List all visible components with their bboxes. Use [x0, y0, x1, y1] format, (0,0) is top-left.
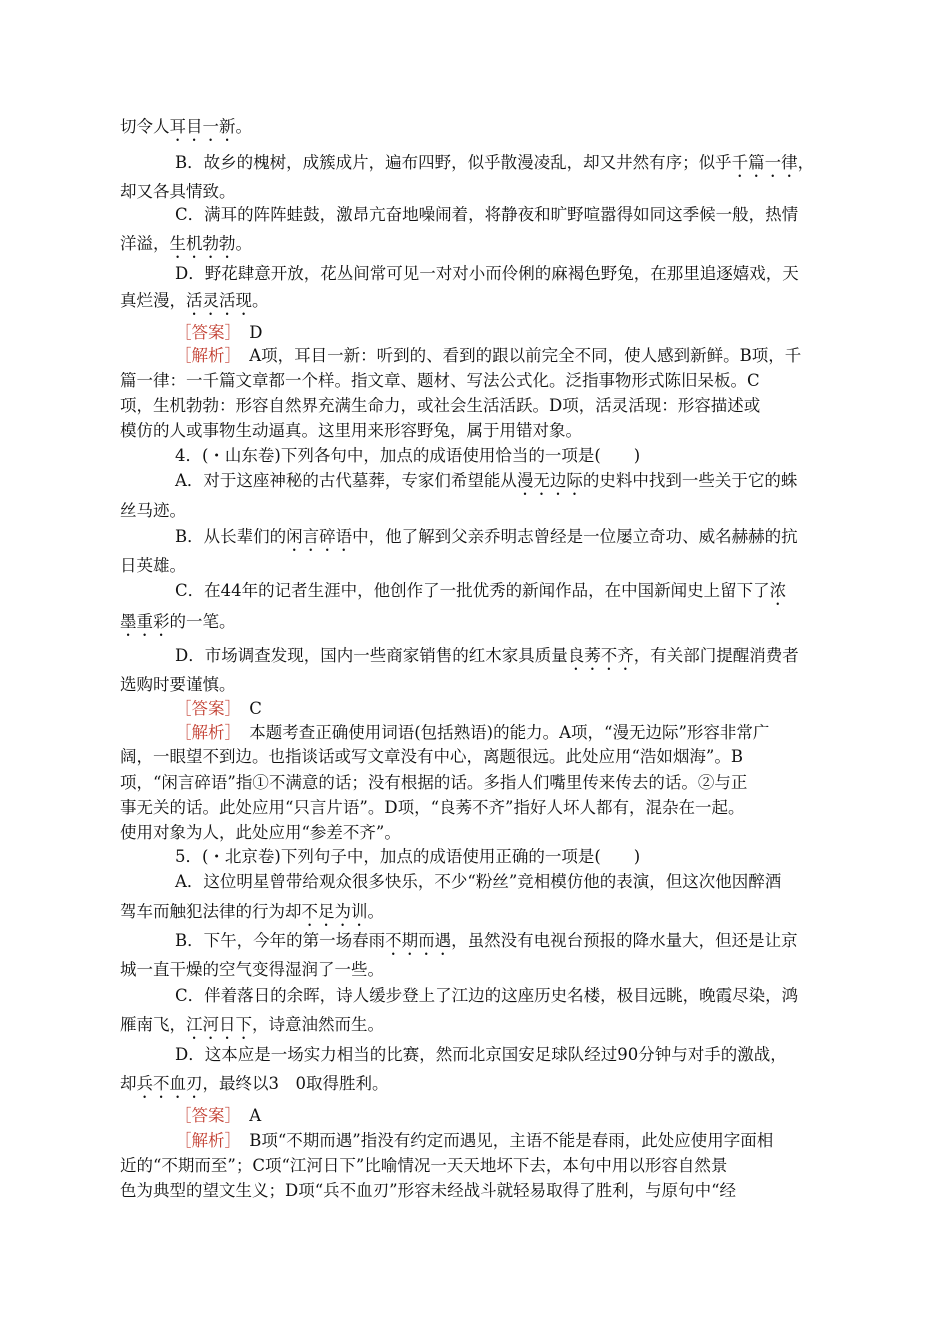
dotted-idiom: 耳目一新: [169, 117, 236, 136]
text-segment: ，虽然没有电视台预报的降水量大，但还是让京: [451, 931, 798, 950]
text-segment: 5．(・北京卷)下列句子中，加点的成语使用正确的一项是( ): [175, 847, 641, 866]
dotted-idiom: 活灵活现: [186, 291, 252, 310]
text-segment: D．市场调查发现，国内一些商家销售的红木家具质量: [175, 646, 568, 665]
label-tag: ［答案］: [175, 1106, 233, 1125]
text-segment: 却又各具情致。: [120, 182, 236, 201]
text-line: [120, 500, 186, 522]
text-segment: ，最终以3 0取得胜利。: [202, 1074, 389, 1093]
text-line: [120, 233, 252, 262]
text-line: [120, 674, 236, 696]
dotted-idiom: 漫无边际: [516, 471, 583, 490]
text-line: [175, 345, 801, 367]
text-line: [175, 322, 262, 344]
label-tag: ［解析］: [175, 1131, 233, 1150]
text-line: [175, 580, 786, 609]
text-line: [175, 698, 262, 720]
text-segment: 城一直干燥的空气变得湿润了一些。: [120, 960, 384, 979]
text-line: [175, 1044, 787, 1066]
dotted-idiom: 良莠不齐: [567, 646, 634, 665]
text-segment: 丝马迹。: [120, 501, 186, 520]
text-line: [175, 930, 798, 959]
text-segment: 。: [235, 117, 252, 136]
text-segment: 的一笔。: [169, 612, 236, 631]
text-segment: 却: [120, 1074, 137, 1093]
text-line: [175, 871, 781, 893]
text-segment: 篇一律：一千篇文章都一个样。指文章、题材、写法公式化。泛指事物形式陈旧呆板。C: [120, 371, 760, 390]
text-line: [175, 526, 798, 555]
text-line: [120, 797, 744, 819]
text-segment: ，: [797, 153, 815, 172]
label-tag: ［答案］: [175, 323, 233, 342]
text-segment: 色为典型的望文生义；D项“兵不血刃”形容未经战斗就轻易取得了胜利，与原句中“经: [120, 1181, 737, 1200]
dotted-idiom: 兵不血刃: [136, 1074, 203, 1093]
text-segment: C．在44年的记者生涯中，他创作了一批优秀的新闻作品，在中国新闻史上留下了: [175, 581, 770, 600]
text-segment: ，诗意油然而生。: [252, 1015, 384, 1034]
text-segment: 日英雄。: [120, 556, 186, 575]
text-segment: 选购时要谨慎。: [120, 675, 236, 694]
text-segment: A．这位明星曾带给观众很多快乐，不少“粉丝”竞相模仿他的表演，但这次他因醉酒: [175, 872, 782, 891]
dotted-idiom: 江河日下: [186, 1015, 252, 1034]
text-segment: 中，他了解到父亲乔明志曾经是一位屡立奇功、威名赫赫的抗: [352, 527, 798, 546]
dotted-idiom: 不期而遇: [385, 931, 452, 950]
text-line: [120, 959, 384, 981]
text-segment: A．对于这座神秘的古代墓葬，专家们希望能从: [175, 471, 517, 490]
text-segment: B．从长辈们的: [175, 527, 287, 546]
dotted-idiom: 墨重彩: [120, 612, 170, 631]
label-tag: ［答案］: [175, 699, 233, 718]
text-line: [120, 1073, 389, 1102]
text-segment: 项，生机勃勃：形容自然界充满生命力，或社会生活活跃。D项，活灵活现：形容描述或: [120, 396, 761, 415]
text-segment: 事无关的话。此处应用“只言片语”。D项，“良莠不齐”指好人坏人都有，混杂在一起。: [120, 798, 745, 817]
text-line: [175, 722, 769, 744]
text-line: [120, 901, 384, 930]
text-segment: ，有关部门提醒消费者: [633, 646, 799, 665]
text-line: [120, 290, 269, 319]
dotted-idiom: 生机勃勃: [169, 234, 236, 253]
dotted-idiom: 千篇一律: [731, 153, 798, 172]
text-line: [120, 370, 760, 392]
text-segment: D: [232, 323, 263, 342]
text-segment: A项，耳目一新：听到的、看到的跟以前完全不同，使人感到新鲜。B项，千: [232, 346, 802, 365]
text-line: [175, 846, 640, 868]
text-line: [120, 395, 760, 417]
text-line: [175, 152, 814, 181]
text-segment: 。: [252, 291, 269, 310]
text-segment: 模仿的人或事物生动逼真。这里用来形容野兔，属于用错对象。: [120, 421, 582, 440]
text-segment: 真烂漫，: [120, 291, 186, 310]
dotted-idiom: 闲言碎语: [286, 527, 353, 546]
text-segment: 4．(・山东卷)下列各句中，加点的成语使用恰当的一项是( ): [175, 446, 641, 465]
text-segment: A: [232, 1106, 262, 1125]
text-line: [120, 420, 582, 442]
text-line: [120, 555, 186, 577]
text-line: [120, 611, 236, 640]
text-segment: C．满耳的阵阵蛙鼓，激昂亢奋地噪闹着，将静夜和旷野喧嚣得如同这季候一般，热情: [175, 205, 799, 224]
text-segment: B．故乡的槐树，成簇成片，遍布四野，似乎散漫凌乱，却又井然有序；似乎: [175, 153, 732, 172]
text-line: [120, 1014, 384, 1043]
text-line: [120, 746, 743, 768]
text-line: [175, 263, 799, 285]
text-segment: 使用对象为人，此处应用“参差不齐”。: [120, 823, 401, 842]
text-segment: C: [232, 699, 262, 718]
text-segment: 阔，一眼望不到边。也指谈话或写文章没有中心，离题很远。此处应用“浩如烟海”。B: [120, 747, 743, 766]
text-segment: C．伴着落日的余晖，诗人缓步登上了江边的这座历史名楼，极目远眺，晚霞尽染，鸿: [175, 986, 799, 1005]
text-line: [120, 181, 236, 203]
text-segment: 。: [235, 234, 252, 253]
text-segment: 驾车而触犯法律的行为却: [120, 902, 302, 921]
text-segment: 雁南飞，: [120, 1015, 186, 1034]
text-segment: 。: [367, 902, 384, 921]
text-segment: 切令人: [120, 117, 170, 136]
text-line: [175, 470, 797, 499]
dotted-idiom: 浓: [769, 581, 787, 600]
dotted-idiom: 不足为训: [301, 902, 368, 921]
text-segment: B．下午，今年的第一场春雨: [175, 931, 386, 950]
text-line: [175, 1105, 261, 1127]
text-line: [120, 1155, 727, 1177]
text-line: [175, 645, 799, 674]
text-line: [175, 1130, 773, 1152]
label-tag: ［解析］: [175, 723, 233, 742]
text-line: [175, 985, 798, 1007]
label-tag: ［解析］: [175, 346, 233, 365]
text-segment: 项，“闲言碎语”指①不满意的话；没有根据的话。多指人们嘴里传来传去的话。②与正: [120, 773, 748, 792]
text-segment: 近的“不期而至”；C项“江河日下”比喻情况一天天地坏下去，本句中用以形容自然景: [120, 1156, 728, 1175]
text-line: [175, 445, 640, 467]
text-segment: B项“不期而遇”指没有约定而遇见，主语不能是春雨，此处应使用字面相: [232, 1131, 774, 1150]
text-line: [120, 822, 401, 844]
text-segment: 的史料中找到一些关于它的蛛: [582, 471, 798, 490]
text-segment: 本题考查正确使用词语(包括熟语)的能力。A项，“漫无边际”形容非常广: [232, 723, 770, 742]
text-segment: D．这本应是一场实力相当的比赛，然而北京国安足球队经过90分钟与对手的激战，: [175, 1045, 787, 1064]
text-line: [175, 204, 798, 226]
text-segment: 洋溢，: [120, 234, 170, 253]
text-line: [120, 116, 252, 145]
text-segment: D．野花肆意开放，花丛间常可见一对对小而伶俐的麻褐色野兔，在那里追逐嬉戏，天: [175, 264, 799, 283]
text-line: [120, 1180, 736, 1202]
text-line: [120, 772, 747, 794]
